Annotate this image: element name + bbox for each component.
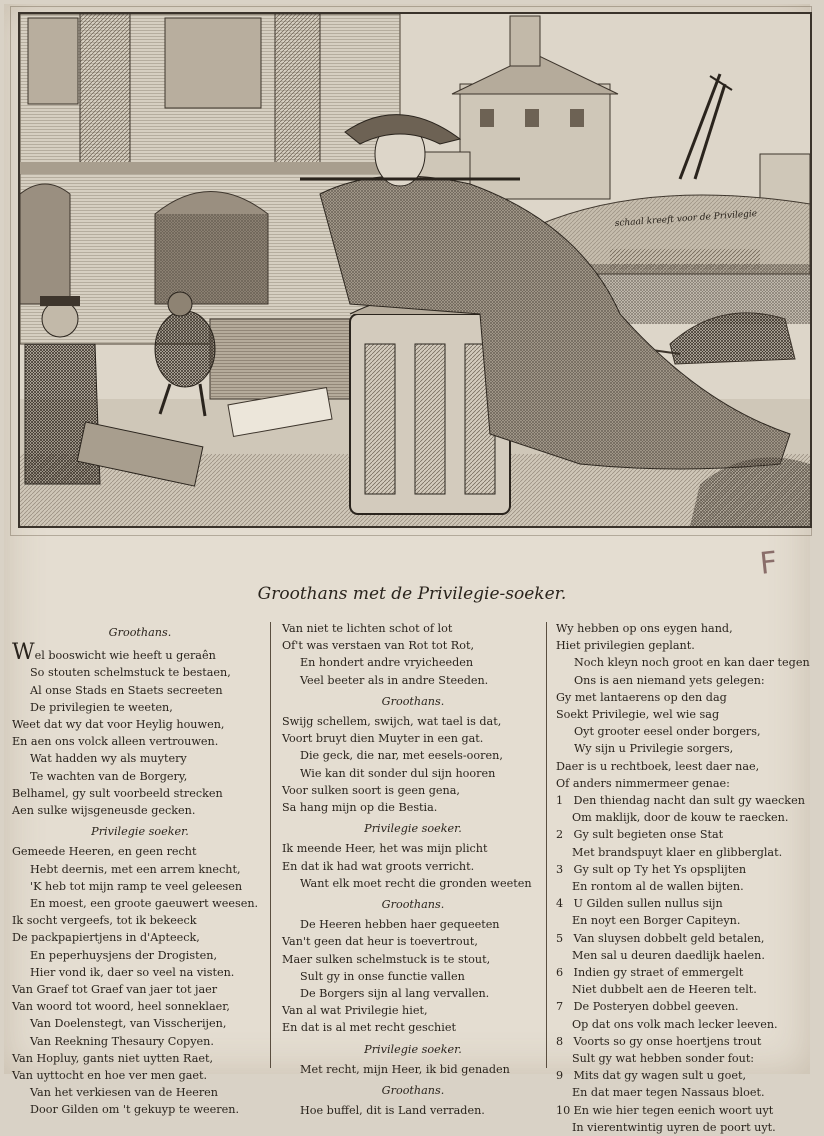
- numbered-verse-line: 7 De Posteryen dobbel geeven.: [556, 998, 806, 1015]
- verse-line: Van al wat Privilegie hiet,: [282, 1004, 428, 1018]
- verse-line: Swijg schellem, swijch, wat tael is dat,: [282, 715, 502, 729]
- numbered-verse-line: 9 Mits dat gy wagen sult u goet,: [556, 1067, 806, 1084]
- verse-line: En peperhuysjens der Drogisten,: [30, 948, 218, 962]
- verse-line: Op dat ons volk mach lecker leeven.: [572, 1017, 778, 1031]
- verse-line: Wie kan dit sonder dul sijn hooren: [300, 766, 496, 780]
- verse-line: Om maklijk, door de kouw te raecken.: [572, 811, 789, 825]
- numbered-verse-line: 1 Den thiendag nacht dan sult gy waecken: [556, 792, 806, 809]
- speaker-heading: Groothans.: [381, 694, 445, 708]
- numbered-verse-line: 10 En wie hier tegen eenich woort uyt: [556, 1102, 806, 1119]
- verse-number: 9: [556, 1069, 564, 1083]
- verse-number: 10: [556, 1103, 571, 1117]
- verse-line: Wy hebben op ons eygen hand,: [556, 622, 733, 635]
- verse-line: En noyt een Borger Capiteyn.: [572, 914, 741, 928]
- verse-line: Gemeede Heeren, en geen recht: [12, 845, 197, 859]
- verse-line: Gy met lantaerens op den dag: [556, 690, 727, 704]
- verse-line: Maer sulken schelmstuck is te stout,: [282, 952, 491, 966]
- poem-title: Groothans met de Privilegie-soeker.: [257, 584, 567, 604]
- verse-line: En hondert andre vryicheeden: [300, 656, 474, 670]
- verse-line: Hebt deernis, met een arrem knecht,: [30, 862, 241, 876]
- speaker-heading: Groothans.: [381, 1084, 445, 1098]
- verse-number: 3: [556, 862, 564, 876]
- verse-line: Niet dubbelt aen de Heeren telt.: [572, 983, 757, 997]
- poem-column-1: [12, 620, 268, 1119]
- verse-line: Van Hopluy, gants niet uytten Raet,: [12, 1051, 214, 1065]
- verse-line: En dat is al met recht geschiet: [282, 1021, 456, 1035]
- numbered-verse-line: 5 Van sluysen dobbelt geld betalen,: [556, 930, 806, 947]
- poem-column-3: [556, 620, 810, 1136]
- verse-number: 8: [556, 1034, 564, 1048]
- verse-line: So stouten schelmstuck te bestaen,: [30, 666, 231, 680]
- verse-line: Van het verkiesen van de Heeren: [30, 1086, 219, 1100]
- verse-line: En dat ik had wat groots verricht.: [282, 859, 475, 873]
- verse-line: De privilegien te weeten,: [30, 700, 173, 714]
- verse-line: Ik meende Heer, het was mijn plicht: [282, 842, 488, 856]
- verse-line: Al onse Stads en Staets secreeten: [30, 683, 223, 697]
- speaker-heading: Groothans.: [108, 626, 172, 639]
- speaker-heading: Privilegie soeker.: [91, 825, 189, 839]
- verse-line: Van Doelenstegt, van Visscherijen,: [30, 1017, 227, 1031]
- verse-line: Wy sijn u Privilegie sorgers,: [574, 742, 734, 756]
- column-divider: [546, 622, 547, 1068]
- verse-line: Van woord tot woord, heel sonneklaer,: [12, 1000, 230, 1014]
- verse-line: Hiet privilegien geplant.: [556, 639, 695, 653]
- verse-line: De packpapiertjens in d'Apteeck,: [12, 931, 200, 945]
- verse-line: Soekt Privilegie, wel wie sag: [556, 708, 720, 722]
- verse-line: Door Gilden om 't gekuyp te weeren.: [30, 1103, 240, 1117]
- banner-text: schaal kreeft voor de Privilegie: [614, 209, 758, 229]
- verse-line: Belhamel, gy sult voorbeeld strecken: [12, 786, 223, 800]
- verse-line: Daer is u rechtboek, leest daer nae,: [556, 759, 760, 773]
- numbered-verse-line: 8 Voorts so gy onse hoertjens trout: [556, 1033, 806, 1050]
- numbered-verse-line: 3 Gy sult op Ty het Ys opsplijten: [556, 861, 806, 878]
- verse-number: 7: [556, 1000, 564, 1014]
- verse-number: 6: [556, 966, 564, 980]
- verse-line: Van't geen dat heur is toevertrout,: [282, 935, 478, 949]
- verse-line: Hoe buffel, dit is Land verraden.: [300, 1104, 485, 1118]
- verse-line: Met brandspuyt klaer en glibberglat.: [572, 845, 783, 859]
- speaker-heading: Privilegie soeker.: [364, 1042, 462, 1056]
- verse-line: Of't was verstaen van Rot tot Rot,: [282, 639, 475, 653]
- numbered-verse-line: 6 Indien gy straet of emmergelt: [556, 964, 806, 981]
- verse-number: 2: [556, 828, 564, 842]
- verse-line: Te wachten van de Borgery,: [30, 769, 188, 783]
- verse-number: 1: [556, 794, 564, 808]
- verse-line: Of anders nimmermeer genae:: [556, 776, 730, 790]
- engraving-illustration: [18, 12, 812, 528]
- collector-mark: F: [758, 545, 780, 582]
- verse-line: Ik socht vergeefs, tot ik bekeeck: [12, 914, 197, 928]
- verse-line: Van uyttocht en hoe ver men gaet.: [12, 1069, 208, 1083]
- numbered-verse-line: 2 Gy sult begieten onse Stat: [556, 826, 806, 843]
- verse-line: En moest, een groote gaeuwert weesen.: [30, 897, 259, 911]
- verse-line: Men sal u deuren daedlijk haelen.: [572, 948, 765, 962]
- verse-line: De Heeren hebben haer gequeeten: [300, 918, 500, 932]
- verse-line: Ons is aen niemand yets gelegen:: [574, 673, 765, 687]
- verse-line: Van niet te lichten schot of lot: [282, 622, 453, 635]
- verse-line: Voort bruyt dien Muyter in een gat.: [282, 732, 484, 746]
- verse-line: Sa hang mijn op die Bestia.: [282, 801, 438, 815]
- verse-line: Want elk moet recht die gronden weeten: [300, 876, 532, 890]
- verse-line: Veel beeter als in andre Steeden.: [300, 673, 489, 687]
- verse-line: Oyt grooter eesel onder borgers,: [574, 725, 761, 739]
- verse-line: De Borgers sijn al lang vervallen.: [300, 987, 490, 1001]
- drop-capital: W: [12, 640, 35, 666]
- verse-line: Van Graef tot Graef van jaer tot jaer: [12, 983, 218, 997]
- verse-line: Van Reekning Thesaury Copyen.: [30, 1034, 214, 1048]
- speaker-heading: Privilegie soeker.: [364, 822, 462, 836]
- verse-line: Die geck, die nar, met eesels-ooren,: [300, 749, 503, 763]
- verse-number: 5: [556, 931, 564, 945]
- verse-line: Voor sulken soort is geen gena,: [282, 783, 460, 797]
- speaker-heading: Groothans.: [381, 898, 445, 912]
- verse-line: En rontom al de wallen bijten.: [572, 880, 744, 894]
- verse-line: 'K heb tot mijn ramp te veel geleesen: [30, 879, 243, 893]
- verse-line: En aen ons volck alleen vertrouwen.: [12, 735, 219, 749]
- verse-line: Noch kleyn noch groot en kan daer tegen: [574, 656, 810, 670]
- poem-column-2: [282, 620, 544, 1119]
- numbered-verse-line: 4 U Gilden sullen nullus sijn: [556, 895, 806, 912]
- verse-line: Hier vond ik, daer so veel na visten.: [30, 965, 235, 979]
- verse-line: Sult gy in onse functie vallen: [300, 969, 465, 983]
- verse-line: Wat hadden wy als muytery: [30, 752, 187, 766]
- verse-line: Sult gy wat hebben sonder fout:: [572, 1052, 755, 1066]
- verse-number: 4: [556, 897, 564, 911]
- verse-line: Wel booswicht wie heeft u geraên: [12, 640, 216, 666]
- verse-line: Weet dat wy dat voor Heylig houwen,: [12, 718, 225, 732]
- column-divider: [270, 622, 271, 1068]
- verse-line: En dat maer tegen Nassaus bloet.: [572, 1086, 765, 1100]
- verse-line: Aen sulke wijsgeneusde gecken.: [12, 804, 196, 818]
- verse-line: In vierentwintig uyren de poort uyt.: [572, 1120, 776, 1134]
- verse-line: Met recht, mijn Heer, ik bid genaden: [300, 1062, 510, 1076]
